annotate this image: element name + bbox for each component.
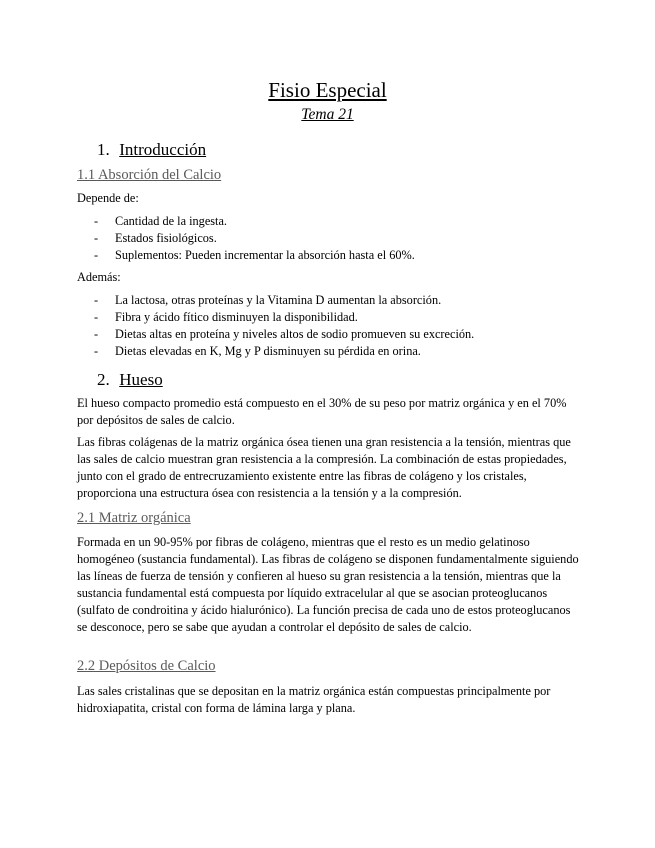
list-item: - La lactosa, otras proteínas y la Vitamina D aumentan la absorción. — [94, 293, 442, 307]
paragraph-fibras-colagenas: Las fibras colágenas de la matriz orgánica ósea tienen una gran resistencia a la tensión, mientras que las sales de calcio muestran gran resistencia a la compresión. La combinación de estas propiedades, junto con el grado de entrecruzamiento existente entre las fibras de colágeno y los cristales, proporciona una estructura ósea con resistencia a la tensión y a la compresión. — [77, 435, 571, 500]
paragraph-depende: Depende de: — [77, 191, 139, 205]
document-title: Fisio Especial — [268, 78, 387, 102]
paragraph-ademas: Además: — [77, 270, 121, 284]
dash-marker: - — [94, 293, 99, 307]
bullet-list-depende — [77, 213, 582, 264]
list-item: - Dietas elevadas en K, Mg y P disminuyen su pérdida en orina. — [94, 344, 421, 358]
section-number: 1. — [97, 140, 110, 159]
section-title: Introducción — [119, 140, 207, 159]
paragraph-hueso-composicion: El hueso compacto promedio está compuesto en el 30% de su peso por matriz orgánica y en el 70% por depósitos de sales de calcio. — [77, 396, 567, 427]
dash-marker: - — [94, 214, 99, 228]
list-item: - Fibra y ácido fítico disminuyen la disponibilidad. — [94, 310, 358, 324]
subsection-heading-depositos: 2.2 Depósitos de Calcio — [77, 658, 216, 674]
document-subtitle: Tema 21 — [301, 106, 354, 123]
dash-marker: - — [94, 344, 99, 358]
section-title: Hueso — [119, 370, 163, 389]
dash-marker: - — [94, 231, 99, 245]
dash-marker: - — [94, 327, 99, 341]
list-item: - Suplementos: Pueden incrementar la absorción hasta el 60%. — [94, 248, 415, 262]
dash-marker: - — [94, 310, 99, 324]
list-item: - Cantidad de la ingesta. — [94, 214, 228, 228]
bullet-list-ademas — [77, 292, 582, 360]
subsection-heading-absorcion: 1.1 Absorción del Calcio — [77, 167, 222, 183]
list-item: - Dietas altas en proteína y niveles altos de sodio promueven su excreción. — [94, 327, 475, 341]
section-number: 2. — [97, 370, 110, 389]
paragraph-depositos-calcio: Las sales cristalinas que se depositan en la matriz orgánica están compuestas principalmente por hidroxiapatita, cristal con forma de lámina larga y plana. — [77, 684, 551, 715]
subsection-heading-matriz: 2.1 Matriz orgánica — [77, 510, 191, 526]
section-heading-introduccion — [97, 139, 206, 161]
dash-marker: - — [94, 248, 99, 262]
section-heading-hueso — [97, 369, 163, 391]
list-item: - Estados fisiológicos. — [94, 231, 217, 245]
paragraph-matriz-organica: Formada en un 90-95% por fibras de colágeno, mientras que el resto es un medio gelatinoso homogéneo (sustancia fundamental). Las fibras de colágeno se disponen fundamentalmente siguiendo las líneas de fuerza de tensión y confieren al hueso su gran resistencia a la tensión, mientras que la sustancia fundamental está compuesta por líquido extracelular al que se asocian proteoglucanos (sulfato de condroitina y ácido hialurónico). La función precisa de cada uno de estos proteoglucanos se desconoce, pero se sabe que ayudan a controlar el depósito de sales de calcio. — [77, 535, 579, 634]
